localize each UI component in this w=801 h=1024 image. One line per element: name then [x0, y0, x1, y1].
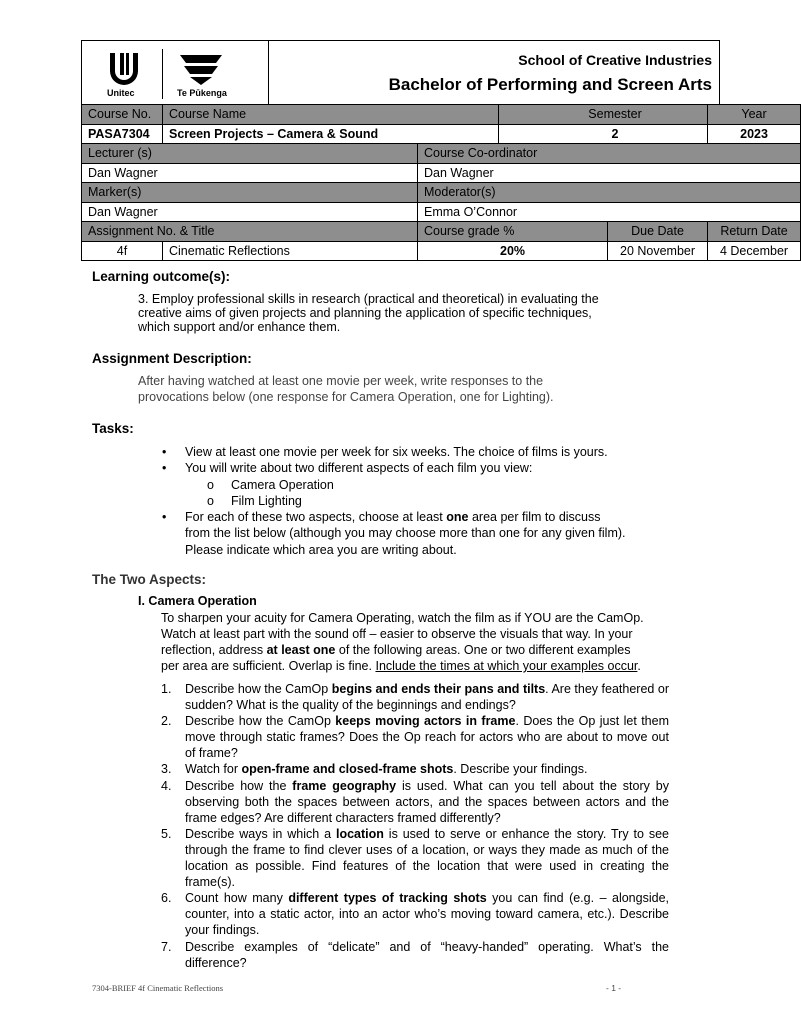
camera-operation-intro [161, 610, 644, 674]
two-aspects-heading: The Two Aspects: [92, 572, 207, 587]
table-row [82, 222, 801, 242]
intro-line: Watch at least part with the sound off – easier to observe the visuals that way. In your [161, 627, 633, 641]
task-text: area per film to discuss from the list below (although you may choose more than one for any given film). Please indicate which area you are writing about. [185, 510, 626, 557]
learning-line: creative aims of given projects and planning the application of specific techniques, [138, 306, 592, 320]
label-moderator: Moderator(s) [418, 183, 801, 203]
camera-areas-list [161, 681, 669, 971]
unitec-logo-icon [104, 51, 144, 87]
table-row [82, 124, 801, 144]
programme-title: Bachelor of Performing and Screen Arts [388, 75, 712, 94]
value-assignment-title: Cinematic Reflections [163, 241, 418, 261]
task-text: View at least one movie per week for six weeks. The choice of films is yours. [185, 445, 608, 459]
bullet-icon: • [162, 461, 167, 476]
description-line: After having watched at least one movie per week, write responses to the [138, 374, 544, 388]
unitec-logo-text: Unitec [107, 88, 135, 98]
table-row [82, 202, 801, 222]
table-row [82, 105, 801, 125]
value-assignment-no: 4f [82, 241, 163, 261]
label-coordinator: Course Co-ordinator [418, 144, 801, 164]
table-row [82, 183, 801, 203]
list-item [185, 477, 628, 493]
list-item [138, 444, 628, 460]
label-lecturer: Lecturer (s) [82, 144, 418, 164]
logo-divider [162, 49, 163, 99]
sub-item-text: Camera Operation [231, 477, 334, 492]
assignment-description-heading: Assignment Description: [92, 351, 252, 366]
list-item [185, 493, 628, 509]
intro-line: per area are sufficient. Overlap is fine. Include the times at which your examples occur. [161, 659, 641, 673]
tasks-heading: Tasks: [92, 421, 134, 436]
sub-bullet-icon: o [207, 493, 214, 508]
value-semester: 2 [499, 124, 708, 144]
page-number: - 1 - [606, 983, 622, 993]
times-underlined-text: Include the times at which your examples occur [375, 659, 638, 673]
list-item: 6. Count how many different types of tracking shots you can find (e.g. – alongside, counter, into a static actor, into an actor who’s moving toward camera, etc.). Describe your findings. [161, 891, 669, 938]
label-assignment: Assignment No. & Title [82, 222, 418, 242]
aspects-sublist [185, 477, 628, 510]
value-grade: 20% [418, 241, 608, 261]
label-year: Year [708, 105, 801, 125]
table-row [82, 241, 801, 261]
list-item: 5. Describe ways in which a location is used to serve or enhance the story. Try to see through the frame to find clever uses of a location, or ways they made as much of the location as possible. Find features of the location that were used in creating the frame(s). [161, 826, 669, 890]
tepukenga-logo-text: Te Pūkenga [177, 88, 227, 98]
intro-line: To sharpen your acuity for Camera Operating, watch the film as if YOU are the CamOp. [161, 611, 644, 625]
label-return-date: Return Date [708, 222, 801, 242]
value-lecturer: Dan Wagner [82, 163, 418, 183]
learning-outcome-text [138, 292, 599, 334]
value-coordinator: Dan Wagner [418, 163, 801, 183]
label-course-name: Course Name [163, 105, 499, 125]
label-marker: Marker(s) [82, 183, 418, 203]
label-grade: Course grade % [418, 222, 608, 242]
learning-line: 3. Employ professional skills in research (practical and theoretical) in evaluating the [138, 292, 599, 306]
bullet-icon: • [162, 445, 167, 459]
list-item: 1. Describe how the CamOp begins and ends their pans and tilts. Are they feathered or sudden? What is the quality of the beginnings and endings? [161, 682, 669, 713]
tasks-list [138, 444, 628, 558]
list-item: 4. Describe how the frame geography is used. What can you tell about the story by observing both the spaces between actors, and the spaces between actors and the frame edges? Are different characters framed differently? [161, 778, 669, 825]
course-info-table [81, 104, 801, 261]
tepukenga-logo-icon [176, 51, 226, 87]
table-row [82, 163, 801, 183]
learning-outcomes-heading: Learning outcome(s): [92, 269, 231, 284]
list-item [138, 509, 628, 558]
value-return-date: 4 December [708, 241, 801, 261]
task-text: For each of these two aspects, choose at least [185, 510, 447, 525]
list-item: 3. Watch for open-frame and closed-frame shots. Describe your findings. [161, 762, 588, 777]
sub-item-text: Film Lighting [231, 493, 302, 508]
footer-document-id: 7304-BRIEF 4f Cinematic Reflections [92, 983, 224, 993]
value-year: 2023 [708, 124, 801, 144]
school-name: School of Creative Industries [518, 52, 712, 68]
list-item: 7. Describe examples of “delicate” and of “heavy-handed” operating. What’s the difference? [161, 939, 669, 970]
task-emphasis: one [446, 510, 469, 525]
value-moderator: Emma O’Connor [418, 202, 801, 222]
value-marker: Dan Wagner [82, 202, 418, 222]
intro-line: reflection, address at least one of the following areas. One or two different examples [161, 643, 631, 657]
list-item: 2. Describe how the CamOp keeps moving actors in frame. Does the Op just let them move through static frames? Does the Op reach for actors who are about to move out of frame? [161, 714, 669, 761]
description-line: provocations below (one response for Camera Operation, one for Lighting). [138, 389, 554, 404]
assignment-description-text [138, 374, 554, 405]
learning-line: which support and/or enhance them. [138, 320, 341, 334]
label-due-date: Due Date [608, 222, 708, 242]
value-course-no: PASA7304 [82, 124, 163, 144]
logo-cell [82, 41, 269, 105]
bullet-icon: • [162, 510, 167, 525]
value-due-date: 20 November [608, 241, 708, 261]
label-course-no: Course No. [82, 105, 163, 125]
label-semester: Semester [499, 105, 708, 125]
list-item [138, 460, 628, 509]
task-text: You will write about two different aspects of each film you view: [185, 461, 533, 476]
camera-operation-heading: I. Camera Operation [138, 594, 257, 608]
value-course-name: Screen Projects – Camera & Sound [163, 124, 499, 144]
document-header [81, 40, 720, 104]
table-row [82, 144, 801, 164]
sub-bullet-icon: o [207, 477, 214, 492]
